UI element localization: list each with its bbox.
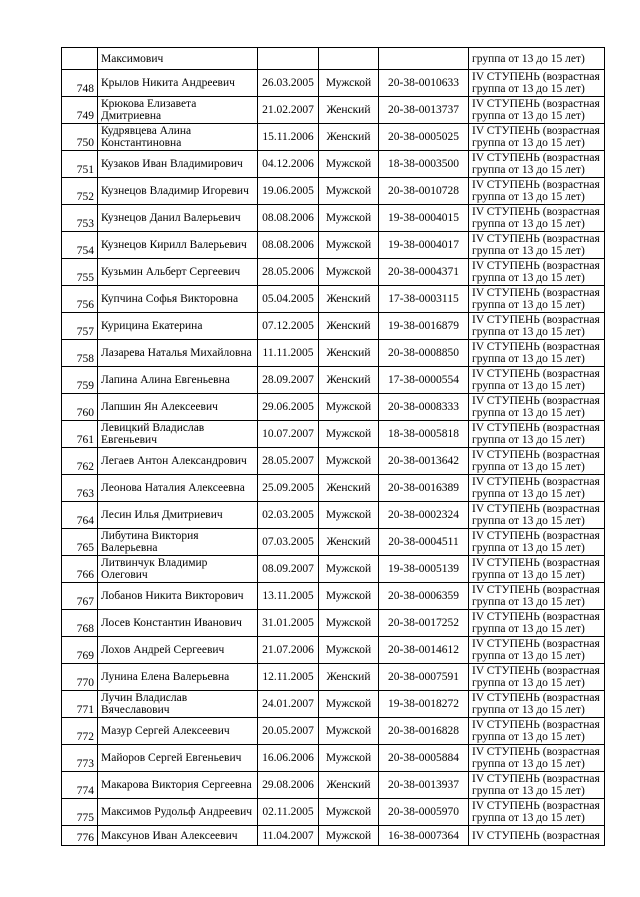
gender: Женский <box>319 124 379 151</box>
level <box>469 259 605 286</box>
row-number: 749 <box>62 97 98 124</box>
row-number: 753 <box>62 205 98 232</box>
level-line-1: IV СТУПЕНЬ (возрастная <box>472 829 600 842</box>
participant-name: Крюкова Елизавета Дмитриевна <box>98 97 258 124</box>
participant-id: 16-38-0007364 <box>379 826 469 846</box>
gender: Женский <box>319 664 379 691</box>
table-row <box>62 556 605 583</box>
participant-name: Леонова Наталия Алексеевна <box>98 475 258 502</box>
participant-name: Лапина Алина Евгеньевна <box>98 367 258 394</box>
row-number: 769 <box>62 637 98 664</box>
level <box>469 70 605 97</box>
gender: Мужской <box>319 610 379 637</box>
table-row <box>62 70 605 97</box>
level-line-2: группа от 13 до 15 лет) <box>472 569 585 581</box>
gender: Женский <box>319 367 379 394</box>
row-number <box>62 48 98 70</box>
gender: Мужской <box>319 745 379 772</box>
gender: Мужской <box>319 259 379 286</box>
level-line-2: группа от 13 до 15 лет) <box>472 650 585 662</box>
birth-date: 16.06.2006 <box>258 745 319 772</box>
participant-id: 20-38-0005025 <box>379 124 469 151</box>
level-line-1: IV СТУПЕНЬ (возрастная <box>472 395 600 407</box>
row-number: 757 <box>62 313 98 340</box>
level <box>469 205 605 232</box>
row-number: 775 <box>62 799 98 826</box>
level-line-2: группа от 13 до 15 лет) <box>472 326 585 338</box>
table-row <box>62 475 605 502</box>
level <box>469 421 605 448</box>
participant-id: 20-38-0013642 <box>379 448 469 475</box>
table-row <box>62 745 605 772</box>
row-number: 772 <box>62 718 98 745</box>
row-number: 770 <box>62 664 98 691</box>
participant-name: Лобанов Никита Викторович <box>98 583 258 610</box>
level-line-2: группа от 13 до 15 лет) <box>472 812 585 824</box>
gender: Женский <box>319 286 379 313</box>
gender: Женский <box>319 475 379 502</box>
level-line-1: IV СТУПЕНЬ (возрастная <box>472 368 600 380</box>
table-row <box>62 691 605 718</box>
gender: Мужской <box>319 826 379 846</box>
participant-name: Майоров Сергей Евгеньевич <box>98 745 258 772</box>
row-number: 768 <box>62 610 98 637</box>
level <box>469 178 605 205</box>
participant-id: 17-38-0000554 <box>379 367 469 394</box>
participant-name: Кузнецов Владимир Игоревич <box>98 178 258 205</box>
participant-id: 19-38-0016879 <box>379 313 469 340</box>
row-number: 762 <box>62 448 98 475</box>
level-line-2: группа от 13 до 15 лет) <box>472 731 585 743</box>
row-number: 767 <box>62 583 98 610</box>
row-number: 754 <box>62 232 98 259</box>
birth-date: 07.03.2005 <box>258 529 319 556</box>
birth-date: 28.05.2006 <box>258 259 319 286</box>
level <box>469 772 605 799</box>
participant-name: Кузнецов Данил Валерьевич <box>98 205 258 232</box>
participant-id: 20-38-0005970 <box>379 799 469 826</box>
level-line-2: группа от 13 до 15 лет) <box>472 380 585 392</box>
level <box>469 124 605 151</box>
participant-id: 20-38-0016389 <box>379 475 469 502</box>
participant-name: Литвинчук Владимир Олегович <box>98 556 258 583</box>
row-number: 755 <box>62 259 98 286</box>
level-line-1: IV СТУПЕНЬ (возрастная <box>472 557 600 569</box>
level <box>469 664 605 691</box>
participant-name: Лохов Андрей Сергеевич <box>98 637 258 664</box>
table-row <box>62 583 605 610</box>
participant-name: Кузнецов Кирилл Валерьевич <box>98 232 258 259</box>
row-number: 766 <box>62 556 98 583</box>
level-line-1: IV СТУПЕНЬ (возрастная <box>472 611 600 623</box>
level <box>469 799 605 826</box>
level-line-2: группа от 13 до 15 лет) <box>472 110 585 122</box>
level-line-1: IV СТУПЕНЬ (возрастная <box>472 233 600 245</box>
birth-date: 13.11.2005 <box>258 583 319 610</box>
level-line-1: IV СТУПЕНЬ (возрастная <box>472 314 600 326</box>
table-row <box>62 259 605 286</box>
participant-id: 18-38-0003500 <box>379 151 469 178</box>
table-row <box>62 205 605 232</box>
table-body <box>62 48 605 846</box>
level-line-2: группа от 13 до 15 лет) <box>472 191 585 203</box>
level <box>469 286 605 313</box>
birth-date: 10.07.2007 <box>258 421 319 448</box>
table-row <box>62 799 605 826</box>
level-line-2: группа от 13 до 15 лет) <box>472 272 585 284</box>
level <box>469 583 605 610</box>
level-line-1: IV СТУПЕНЬ (возрастная <box>472 665 600 677</box>
level <box>469 691 605 718</box>
participant-name: Мазур Сергей Алексеевич <box>98 718 258 745</box>
level-line-2: группа от 13 до 15 лет) <box>472 245 585 257</box>
birth-date: 08.08.2006 <box>258 205 319 232</box>
participant-id: 19-38-0004017 <box>379 232 469 259</box>
level-line-1: IV СТУПЕНЬ (возрастная <box>472 638 600 650</box>
level-line-1: IV СТУПЕНЬ (возрастная <box>472 746 600 758</box>
participant-id: 20-38-0017252 <box>379 610 469 637</box>
participant-name: Лазарева Наталья Михайловна <box>98 340 258 367</box>
level-line-1: IV СТУПЕНЬ (возрастная <box>472 530 600 542</box>
table-row <box>62 367 605 394</box>
gender: Мужской <box>319 583 379 610</box>
birth-date: 11.11.2005 <box>258 340 319 367</box>
level-line-1: IV СТУПЕНЬ (возрастная <box>472 692 600 704</box>
table-row <box>62 826 605 846</box>
table-row <box>62 151 605 178</box>
birth-date <box>258 48 319 70</box>
table-row <box>62 529 605 556</box>
level <box>469 232 605 259</box>
level <box>469 394 605 421</box>
participant-id: 17-38-0003115 <box>379 286 469 313</box>
row-number: 748 <box>62 70 98 97</box>
level-line-2: группа от 13 до 15 лет) <box>472 623 585 635</box>
participant-name: Купчина Софья Викторовна <box>98 286 258 313</box>
birth-date: 02.11.2005 <box>258 799 319 826</box>
participant-name: Максимов Рудольф Андреевич <box>98 799 258 826</box>
participant-id: 20-38-0005884 <box>379 745 469 772</box>
level-line-2: группа от 13 до 15 лет) <box>472 596 585 608</box>
gender: Мужской <box>319 151 379 178</box>
level-line-1: IV СТУПЕНЬ (возрастная <box>472 584 600 596</box>
level-line-2: группа от 13 до 15 лет) <box>472 488 585 500</box>
birth-date: 29.06.2005 <box>258 394 319 421</box>
gender: Женский <box>319 772 379 799</box>
participant-id <box>379 48 469 70</box>
level-line-2: группа от 13 до 15 лет) <box>472 299 585 311</box>
gender: Мужской <box>319 637 379 664</box>
table-row <box>62 97 605 124</box>
table-row <box>62 286 605 313</box>
participant-id: 20-38-0007591 <box>379 664 469 691</box>
level <box>469 475 605 502</box>
level-line-1: IV СТУПЕНЬ (возрастная <box>472 71 600 83</box>
row-number: 759 <box>62 367 98 394</box>
level-line-1: IV СТУПЕНЬ (возрастная <box>472 179 600 191</box>
level <box>469 367 605 394</box>
level-line-1: IV СТУПЕНЬ (возрастная <box>472 341 600 353</box>
table-row <box>62 421 605 448</box>
participant-name: Макарова Виктория Сергеевна <box>98 772 258 799</box>
gender: Мужской <box>319 502 379 529</box>
level-line-2: группа от 13 до 15 лет) <box>472 677 585 689</box>
participant-name: Лесин Илья Дмитриевич <box>98 502 258 529</box>
row-number: 752 <box>62 178 98 205</box>
gender: Мужской <box>319 421 379 448</box>
gender: Мужской <box>319 232 379 259</box>
birth-date: 24.01.2007 <box>258 691 319 718</box>
table-row <box>62 232 605 259</box>
participant-id: 20-38-0010633 <box>379 70 469 97</box>
row-number: 765 <box>62 529 98 556</box>
level-line-1: IV СТУПЕНЬ (возрастная <box>472 719 600 731</box>
gender: Мужской <box>319 205 379 232</box>
level-line-1: IV СТУПЕНЬ (возрастная <box>472 287 600 299</box>
participant-id: 19-38-0018272 <box>379 691 469 718</box>
level-line-2: группа от 13 до 15 лет) <box>472 758 585 770</box>
level-line-2: группа от 13 до 15 лет) <box>472 785 585 797</box>
level-line-2: группа от 13 до 15 лет) <box>472 515 585 527</box>
level-line-1: IV СТУПЕНЬ (возрастная <box>472 800 600 812</box>
participant-id: 20-38-0008333 <box>379 394 469 421</box>
level-line-2: группа от 13 до 15 лет) <box>472 164 585 176</box>
participant-name: Лапшин Ян Алексеевич <box>98 394 258 421</box>
row-number: 750 <box>62 124 98 151</box>
participant-name: Крылов Никита Андреевич <box>98 70 258 97</box>
participant-name: Курицина Екатерина <box>98 313 258 340</box>
row-number: 758 <box>62 340 98 367</box>
participant-id: 19-38-0005139 <box>379 556 469 583</box>
level <box>469 48 605 70</box>
participant-id: 20-38-0004371 <box>379 259 469 286</box>
birth-date: 28.09.2007 <box>258 367 319 394</box>
gender: Мужской <box>319 691 379 718</box>
participant-id: 20-38-0004511 <box>379 529 469 556</box>
participant-id: 20-38-0010728 <box>379 178 469 205</box>
table-row <box>62 718 605 745</box>
birth-date: 29.08.2006 <box>258 772 319 799</box>
birth-date: 11.04.2007 <box>258 826 319 846</box>
participant-id: 20-38-0016828 <box>379 718 469 745</box>
table-row <box>62 340 605 367</box>
table-row <box>62 637 605 664</box>
participant-name: Левицкий Владислав Евгеньевич <box>98 421 258 448</box>
level <box>469 556 605 583</box>
level <box>469 502 605 529</box>
level <box>469 718 605 745</box>
participant-name: Лосев Константин Иванович <box>98 610 258 637</box>
level-line-1: IV СТУПЕНЬ (возрастная <box>472 476 600 488</box>
level-line-2: группа от 13 до 15 лет) <box>472 542 585 554</box>
gender: Мужской <box>319 178 379 205</box>
level-line-1: IV СТУПЕНЬ (возрастная <box>472 98 600 110</box>
row-number: 774 <box>62 772 98 799</box>
participant-id: 20-38-0014612 <box>379 637 469 664</box>
level-line-2: группа от 13 до 15 лет) <box>472 52 585 65</box>
row-number: 771 <box>62 691 98 718</box>
birth-date: 28.05.2007 <box>258 448 319 475</box>
level-line-1: IV СТУПЕНЬ (возрастная <box>472 422 600 434</box>
level-line-1: IV СТУПЕНЬ (возрастная <box>472 125 600 137</box>
participant-name: Кузьмин Альберт Сергеевич <box>98 259 258 286</box>
row-number: 773 <box>62 745 98 772</box>
level <box>469 151 605 178</box>
participant-name: Максимович <box>98 48 258 70</box>
row-number: 751 <box>62 151 98 178</box>
row-number: 756 <box>62 286 98 313</box>
birth-date: 19.06.2005 <box>258 178 319 205</box>
participant-name: Максунов Иван Алексеевич <box>98 826 258 846</box>
gender <box>319 48 379 70</box>
level <box>469 448 605 475</box>
participant-name: Либутина Виктория Валерьевна <box>98 529 258 556</box>
level-line-1: IV СТУПЕНЬ (возрастная <box>472 503 600 515</box>
level <box>469 97 605 124</box>
participant-id: 20-38-0013737 <box>379 97 469 124</box>
level-line-2: группа от 13 до 15 лет) <box>472 353 585 365</box>
participant-id: 18-38-0005818 <box>379 421 469 448</box>
birth-date: 12.11.2005 <box>258 664 319 691</box>
row-number: 764 <box>62 502 98 529</box>
participant-id: 20-38-0002324 <box>379 502 469 529</box>
row-number: 761 <box>62 421 98 448</box>
birth-date: 21.02.2007 <box>258 97 319 124</box>
level <box>469 637 605 664</box>
table-row <box>62 502 605 529</box>
gender: Мужской <box>319 556 379 583</box>
gender: Мужской <box>319 799 379 826</box>
table-row <box>62 313 605 340</box>
gender: Женский <box>319 313 379 340</box>
table-row <box>62 394 605 421</box>
row-number: 763 <box>62 475 98 502</box>
gender: Женский <box>319 340 379 367</box>
table-row <box>62 178 605 205</box>
birth-date: 31.01.2005 <box>258 610 319 637</box>
gender: Женский <box>319 97 379 124</box>
level-line-1: IV СТУПЕНЬ (возрастная <box>472 260 600 272</box>
participant-id: 20-38-0013937 <box>379 772 469 799</box>
participant-id: 19-38-0004015 <box>379 205 469 232</box>
birth-date: 20.05.2007 <box>258 718 319 745</box>
birth-date: 08.09.2007 <box>258 556 319 583</box>
birth-date: 08.08.2006 <box>258 232 319 259</box>
level-line-2: группа от 13 до 15 лет) <box>472 461 585 473</box>
level-line-1: IV СТУПЕНЬ (возрастная <box>472 773 600 785</box>
gender: Мужской <box>319 448 379 475</box>
level <box>469 340 605 367</box>
table-row-continued <box>62 48 605 70</box>
gender: Мужской <box>319 718 379 745</box>
birth-date: 21.07.2006 <box>258 637 319 664</box>
birth-date: 26.03.2005 <box>258 70 319 97</box>
participant-name: Кузаков Иван Владимирович <box>98 151 258 178</box>
level-line-1: IV СТУПЕНЬ (возрастная <box>472 206 600 218</box>
participant-name: Легаев Антон Александрович <box>98 448 258 475</box>
birth-date: 02.03.2005 <box>258 502 319 529</box>
row-number: 760 <box>62 394 98 421</box>
table-row <box>62 772 605 799</box>
level <box>469 826 605 846</box>
birth-date: 05.04.2005 <box>258 286 319 313</box>
level-line-2: группа от 13 до 15 лет) <box>472 434 585 446</box>
level <box>469 313 605 340</box>
birth-date: 07.12.2005 <box>258 313 319 340</box>
participant-name: Кудрявцева Алина Константиновна <box>98 124 258 151</box>
birth-date: 15.11.2006 <box>258 124 319 151</box>
level-line-2: группа от 13 до 15 лет) <box>472 218 585 230</box>
level <box>469 610 605 637</box>
level <box>469 745 605 772</box>
gender: Мужской <box>319 394 379 421</box>
level-line-1: IV СТУПЕНЬ (возрастная <box>472 152 600 164</box>
birth-date: 25.09.2005 <box>258 475 319 502</box>
participants-table <box>61 47 605 846</box>
level-line-2: группа от 13 до 15 лет) <box>472 137 585 149</box>
level <box>469 529 605 556</box>
gender: Мужской <box>319 70 379 97</box>
participant-id: 20-38-0006359 <box>379 583 469 610</box>
table-row <box>62 610 605 637</box>
level-line-2: группа от 13 до 15 лет) <box>472 407 585 419</box>
birth-date: 04.12.2006 <box>258 151 319 178</box>
participant-name: Лунина Елена Валерьевна <box>98 664 258 691</box>
level-line-2: группа от 13 до 15 лет) <box>472 83 585 95</box>
table-row <box>62 664 605 691</box>
row-number: 776 <box>62 826 98 846</box>
participant-name: Лучин Владислав Вячеславович <box>98 691 258 718</box>
level-line-1: IV СТУПЕНЬ (возрастная <box>472 449 600 461</box>
table-row <box>62 124 605 151</box>
table-row <box>62 448 605 475</box>
gender: Женский <box>319 529 379 556</box>
participant-id: 20-38-0008850 <box>379 340 469 367</box>
level-line-2: группа от 13 до 15 лет) <box>472 704 585 716</box>
